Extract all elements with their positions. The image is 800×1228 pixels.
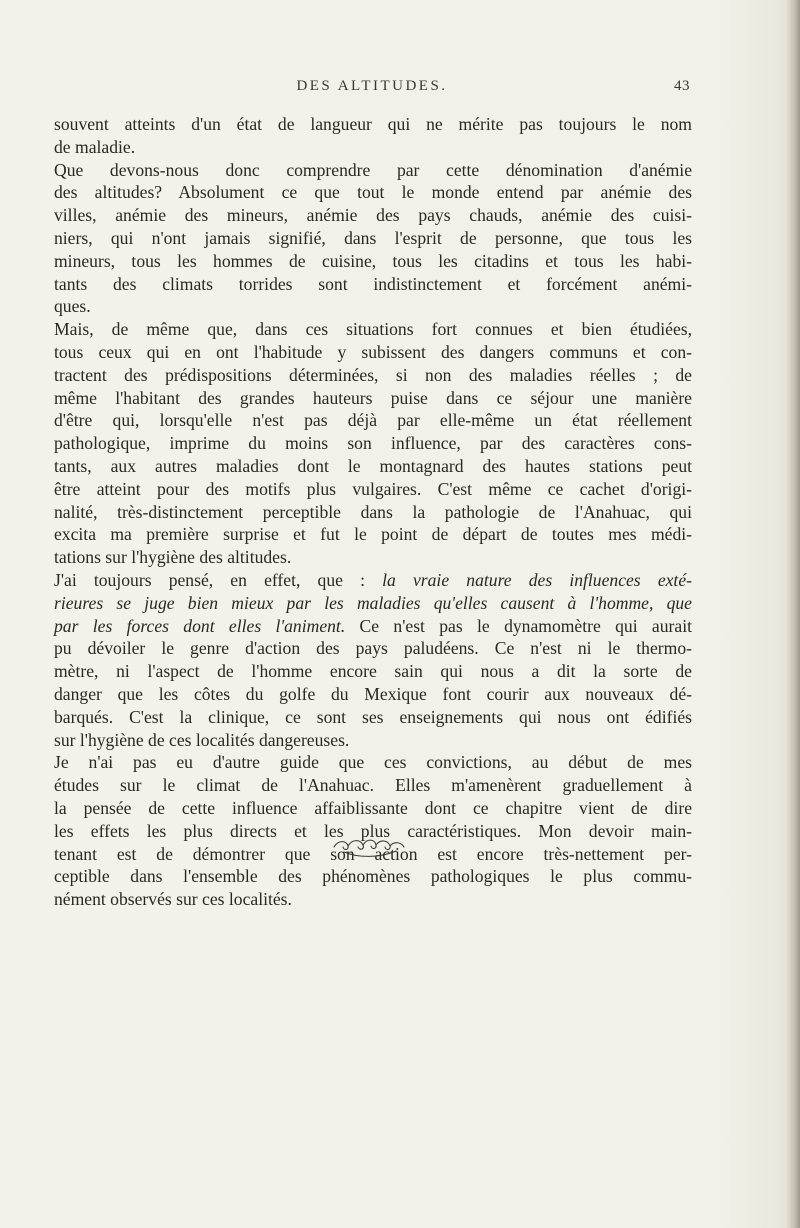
text-line: être atteint pour des motifs plus vulgaires. C'est même ce cachet d'origi- (54, 478, 692, 499)
text-line: Je n'ai pas eu d'autre guide que ces convictions, au début de mes (54, 752, 692, 773)
text-line: danger que les côtes du golfe du Mexique font courir aux nouveaux dé- (54, 683, 692, 704)
text-line: pathologique, imprime du moins son influence, par des caractères cons- (54, 433, 692, 454)
body-text (54, 113, 692, 911)
text-line: villes, anémie des mineurs, anémie des pays chauds, anémie des cuisi- (54, 205, 692, 226)
text-line: mineurs, tous les hommes de cuisine, tous les citadins et tous les habi- (54, 250, 692, 271)
text-line: les effets les plus directs et les plus caractéristiques. Mon devoir main- (54, 820, 692, 841)
text-line: tous ceux qui en ont l'habitude y subissent des dangers communs et con- (54, 341, 692, 362)
italic-run: la vraie nature des influences exté- (382, 569, 692, 590)
text-line: études sur le climat de l'Anahuac. Elles m'amenèrent graduellement à (54, 775, 692, 796)
text-run: Ce n'est pas le dynamomètre qui aurait (345, 615, 692, 636)
italic-line: rieures se juge bien mieux par les maladies qu'elles causent à l'homme, que (54, 592, 692, 613)
text-line: de maladie. (54, 136, 136, 157)
page-number: 43 (674, 78, 690, 94)
text-line: tenant est de démontrer que son action est encore très-nettement per- (54, 843, 692, 864)
text-line-mixed (54, 569, 692, 592)
page-edge-shadow (786, 0, 800, 1228)
text-line: ques. (54, 296, 91, 317)
fleuron-ornament-icon (330, 836, 410, 858)
text-line: d'être qui, lorsqu'elle n'est pas déjà par elle-même un état réellement (54, 410, 692, 431)
text-line-mixed (54, 615, 692, 638)
text-line: souvent atteints d'un état de langueur qui ne mérite pas toujours le nom (54, 114, 692, 134)
text-line: des altitudes? Absolument ce que tout le monde entend par anémie des (54, 182, 692, 203)
text-line: tractent des prédispositions déterminées, si non des maladies réelles ; de (54, 364, 692, 385)
text-line: tations sur l'hygiène des altitudes. (54, 547, 292, 568)
italic-run: par les forces dont elles l'animent. (54, 615, 346, 636)
text-line: même l'habitant des grandes hauteurs puise dans ce séjour une manière (54, 387, 692, 408)
text-line: niers, qui n'ont jamais signifié, dans l'esprit de personne, que tous les (54, 227, 692, 248)
running-title: DES ALTITUDES. (296, 78, 448, 94)
text-run: J'ai toujours pensé, en effet, que : (54, 569, 383, 590)
text-line: sur l'hygiène de ces localités dangereuses. (54, 729, 350, 750)
text-line: nément observés sur ces localités. (54, 889, 292, 910)
text-line: Mais, de même que, dans ces situations fort connues et bien étudiées, (54, 319, 692, 340)
text-line: mètre, ni l'aspect de l'homme encore sain qui nous a dit la sorte de (54, 661, 692, 682)
text-line: nalité, très-distinctement perceptible dans la pathologie de l'Anahuac, qui (54, 501, 692, 522)
text-line: ceptible dans l'ensemble des phénomènes pathologiques le plus commu- (54, 866, 692, 887)
text-line: Que devons-nous donc comprendre par cette dénomination d'anémie (54, 159, 692, 180)
text-line: barqués. C'est la clinique, ce sont ses enseignements qui nous ont édifiés (54, 706, 692, 727)
text-line: excita ma première surprise et fut le point de départ de toutes mes médi- (54, 524, 692, 545)
running-header (54, 78, 690, 100)
text-line: tants des climats torrides sont indistinctement et forcément anémi- (54, 273, 692, 294)
text-line: tants, aux autres maladies dont le montagnard des hautes stations peut (54, 455, 692, 476)
text-line: pu dévoiler le genre d'action des pays paludéens. Ce n'est ni le thermo- (54, 638, 692, 659)
text-line: la pensée de cette influence affaiblissante dont ce chapitre vient de dire (54, 797, 692, 818)
